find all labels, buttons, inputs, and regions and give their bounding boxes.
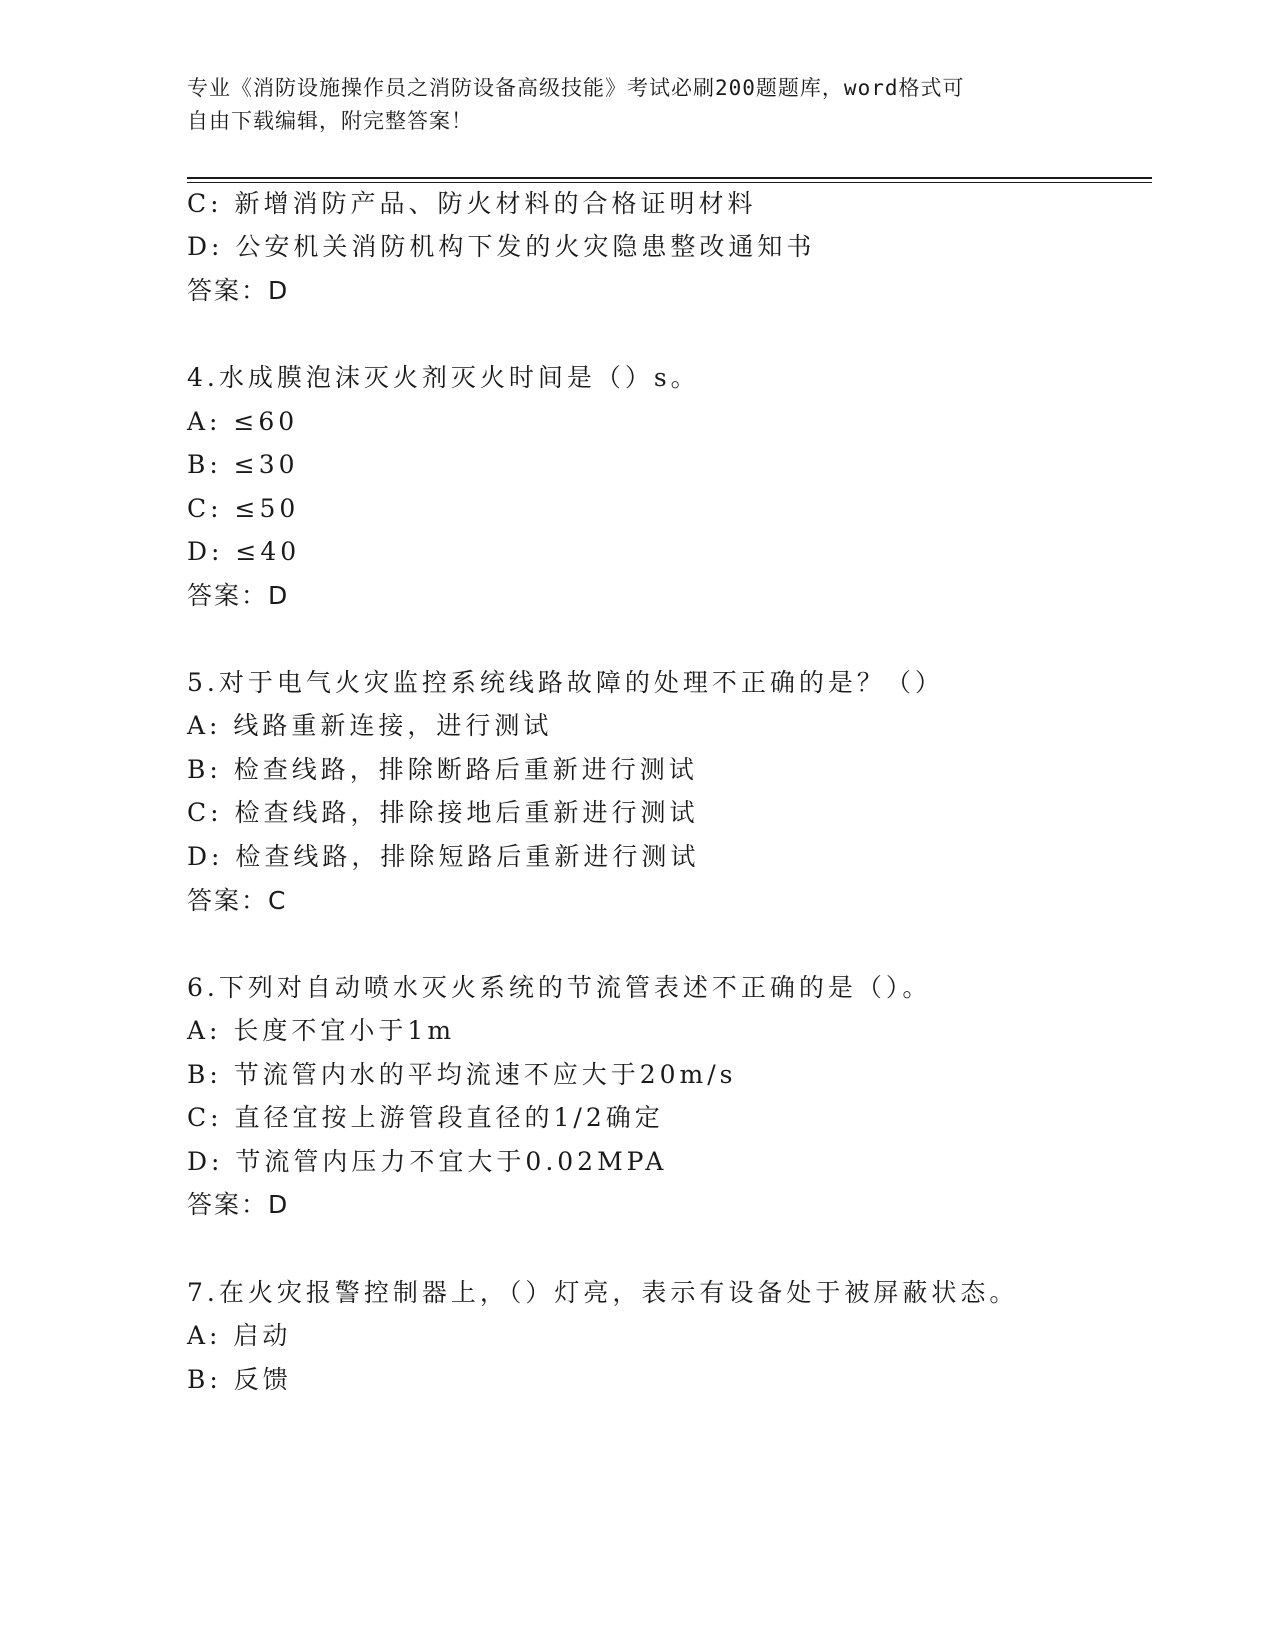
q6-option-a: A: 长度不宜小于1m xyxy=(187,1016,456,1045)
header-line-2: 自由下载编辑，附完整答案！ xyxy=(187,109,473,133)
q7-stem: 7.在火灾报警控制器上，（）灯亮，表示有设备处于被屏蔽状态。 xyxy=(187,1278,1019,1307)
q5-stem: 5.对于电气火灾监控系统线路故障的处理不正确的是？（） xyxy=(187,668,944,697)
q4-stem: 4.水成膜泡沫灭火剂灭火时间是（）s。 xyxy=(187,363,700,392)
header-line-1: 专业《消防设施操作员之消防设备高级技能》考试必刷200题题库，word格式可 xyxy=(187,76,965,100)
q3-option-d: D: 公安机关消防机构下发的火灾隐患整改通知书 xyxy=(187,232,816,261)
q4-answer: 答案：D xyxy=(187,581,290,610)
q5-answer: 答案：C xyxy=(187,886,288,915)
q3-option-c: C: 新增消防产品、防火材料的合格证明材料 xyxy=(187,189,757,218)
q4-option-a: A: ≤60 xyxy=(187,407,299,436)
q7-option-a: A: 启动 xyxy=(187,1321,292,1350)
q5-option-b: B: 检查线路，排除断路后重新进行测试 xyxy=(187,755,698,784)
q7-option-b: B: 反馈 xyxy=(187,1365,292,1394)
q6-option-d: D: 节流管内压力不宜大于0.02MPA xyxy=(187,1147,668,1176)
q6-stem: 6.下列对自动喷水灭火系统的节流管表述不正确的是（）。 xyxy=(187,973,932,1002)
q6-option-b: B: 节流管内水的平均流速不应大于20m/s xyxy=(187,1060,737,1089)
q3-answer: 答案：D xyxy=(187,276,290,305)
q4-option-d: D: ≤40 xyxy=(187,537,301,566)
q5-option-a: A: 线路重新连接，进行测试 xyxy=(187,711,553,740)
q4-option-b: B: ≤30 xyxy=(187,450,299,479)
header-divider-thick xyxy=(187,177,1152,179)
q5-option-c: C: 检查线路，排除接地后重新进行测试 xyxy=(187,798,699,827)
q5-option-d: D: 检查线路，排除短路后重新进行测试 xyxy=(187,842,700,871)
q6-option-c: C: 直径宜按上游管段直径的1/2确定 xyxy=(187,1103,664,1132)
q4-option-c: C: ≤50 xyxy=(187,494,300,523)
header-divider-thin xyxy=(187,182,1152,183)
q6-answer: 答案：D xyxy=(187,1190,290,1219)
document-header xyxy=(187,72,1087,138)
